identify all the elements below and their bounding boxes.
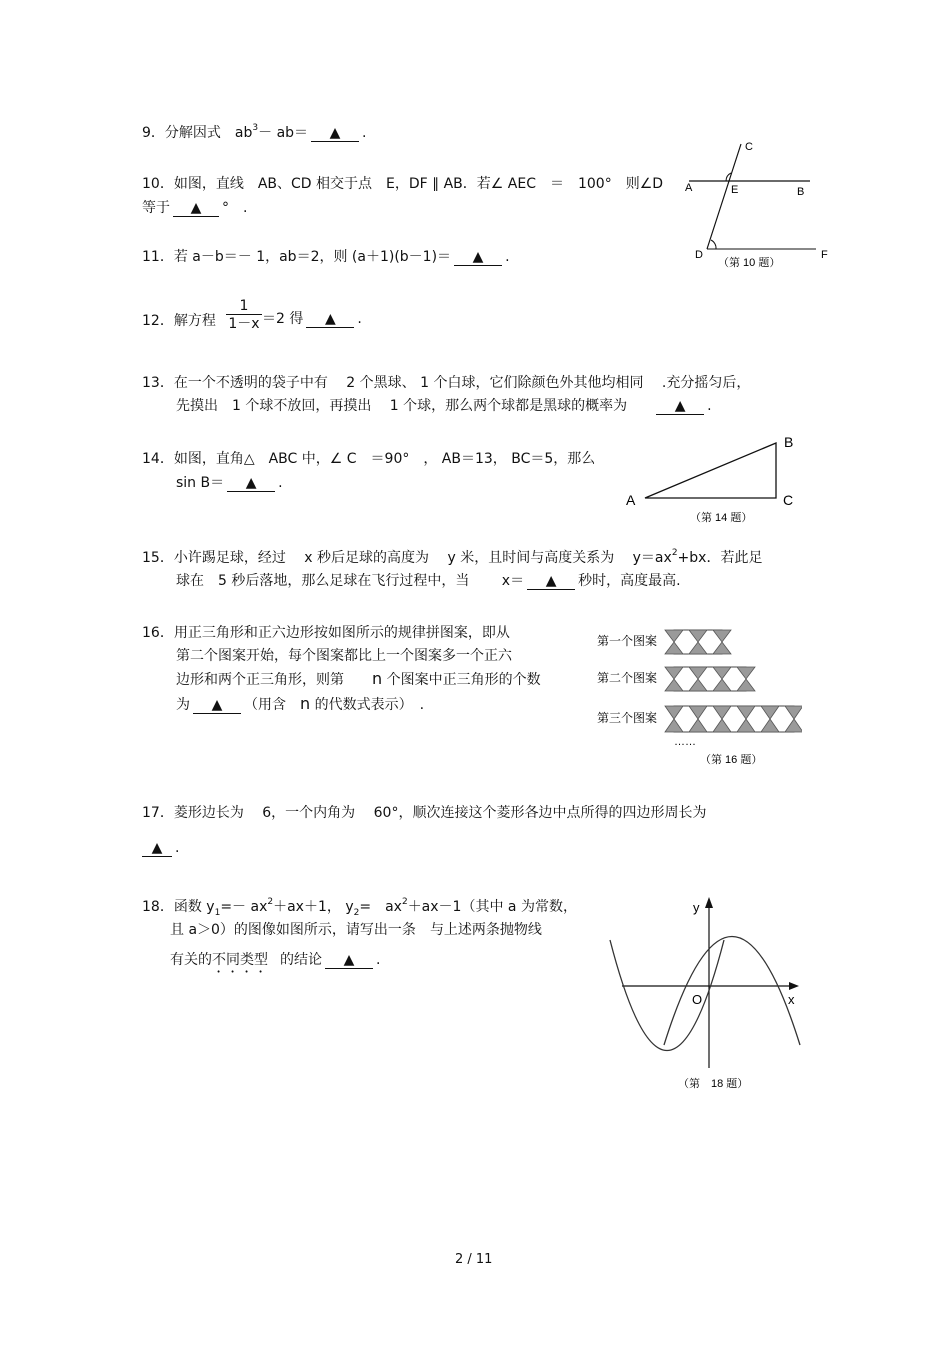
question-10-line2 — [142, 197, 247, 217]
answer-blank[interactable] — [193, 697, 241, 714]
question-text: ＝2 得 — [262, 311, 304, 327]
question-number: 16． — [142, 625, 174, 641]
punctuation: . — [357, 311, 362, 327]
label-c: C — [783, 492, 794, 508]
question-text: 边形和两个正三角形，则第 — [176, 672, 344, 688]
angle-mark — [711, 240, 716, 249]
question-text: 菱形边长为 6，一个内角为 60°，顺次连接这个菱形各边中点所得的四边形周长为 — [173, 805, 707, 821]
pattern-3 — [665, 706, 802, 732]
figure-18 — [600, 888, 810, 1093]
triangle-icon: ▲ — [674, 398, 686, 414]
question-text: 小许踢足球，经过 x 秒后足球的高度为 y 米，且时间与高度关系为 y＝ax — [173, 550, 672, 566]
question-text: 与上述两条抛物线 — [429, 922, 542, 938]
question-number: 18． — [142, 899, 174, 915]
question-text: sin B＝ — [176, 475, 225, 491]
pattern-label-3: 第三个图案 — [597, 711, 658, 725]
question-11 — [142, 246, 510, 266]
triangle-icon: ▲ — [545, 573, 557, 589]
question-text: 如图，直角△ ABC 中，∠ C ＝90° ， AB＝13， BC＝5，那么 — [173, 451, 596, 467]
question-17-answer — [142, 840, 179, 857]
question-number: 17． — [142, 805, 174, 821]
question-16-line3 — [176, 669, 541, 689]
question-number: 9． — [142, 125, 165, 141]
question-text: 个图案中正三角形的个数 — [382, 672, 541, 688]
triangle-icon: ▲ — [472, 249, 484, 265]
question-text: ＋ax－1（其中 a 为常数， — [407, 899, 577, 915]
triangle-icon: ▲ — [211, 697, 223, 713]
exponent: 2 — [401, 897, 408, 907]
question-text: 秒时，高度最高. — [578, 573, 681, 589]
label-a: A — [626, 492, 636, 508]
subscript: 1 — [214, 907, 221, 918]
fraction — [226, 298, 262, 333]
exponent: 2 — [671, 548, 678, 558]
question-text: 先摸出 1 个球不放回，再摸出 1 个球，那么两个球都是黑球的概率为 — [176, 398, 628, 414]
triangle-icon: ▲ — [190, 200, 202, 216]
emphasized-text: 不同类型 — [212, 952, 268, 968]
label-d: D — [695, 249, 703, 261]
question-text: 用正三角形和正六边形按如图所示的规律拼图案，即从 — [173, 625, 510, 641]
figure-10 — [680, 135, 830, 275]
question-text: 解方程 — [173, 313, 216, 329]
answer-blank[interactable] — [142, 840, 172, 857]
question-12-rest — [262, 308, 362, 328]
question-16-line4 — [176, 694, 424, 714]
parabola-y1 — [664, 937, 800, 1046]
question-text: ° . — [222, 200, 248, 216]
label-c: C — [745, 141, 753, 153]
answer-blank[interactable] — [527, 573, 575, 590]
question-text: 函数 y — [173, 899, 215, 915]
question-18-line2 — [170, 919, 542, 946]
question-text: +bx．若此足 — [677, 550, 763, 566]
triangle-icon: ▲ — [329, 125, 341, 141]
question-14-line2 — [176, 472, 283, 492]
question-text: = ax — [359, 899, 402, 915]
figure-caption: （第 18 题） — [678, 1078, 749, 1090]
question-16-line2 — [176, 645, 512, 665]
emphasis-dots — [416, 922, 430, 938]
denominator: 1－x — [228, 316, 260, 332]
pattern-1 — [665, 630, 731, 654]
variable-n: n — [300, 694, 311, 713]
punctuation: . — [505, 249, 510, 265]
answer-blank[interactable] — [173, 200, 219, 217]
question-number: 10． — [142, 176, 174, 192]
exponent: 3 — [252, 123, 259, 133]
question-15-line1 — [142, 547, 762, 567]
question-13-line1 — [142, 372, 750, 392]
question-15-line2 — [176, 570, 681, 590]
question-text: － ab＝ — [258, 125, 309, 141]
answer-blank[interactable] — [306, 311, 354, 328]
question-number: 15． — [142, 550, 174, 566]
punctuation: . — [707, 398, 712, 414]
pattern-frame — [674, 667, 746, 691]
question-text: （用含 — [244, 697, 286, 713]
question-text: 若 a－b＝－ 1，ab＝2，则 (a＋1)(b－1)＝ — [173, 249, 452, 265]
question-16-line1 — [142, 622, 510, 642]
question-9 — [142, 122, 367, 142]
question-text: 的结论 — [280, 952, 322, 968]
question-text: 如图，直线 AB、CD 相交于点 E，DF ∥ AB．若∠ AEC ＝ 100° 则∠D — [173, 176, 664, 192]
question-12 — [142, 310, 216, 330]
figure-14 — [620, 430, 800, 526]
figure-caption: （第 14 题） — [690, 512, 753, 524]
answer-blank[interactable] — [656, 398, 704, 415]
question-17 — [142, 802, 706, 822]
question-number: 12． — [142, 313, 174, 329]
figure-caption: （第 16 题） — [700, 754, 763, 766]
triangle-icon: ▲ — [151, 840, 163, 856]
ellipsis: …… — [674, 736, 696, 748]
label-b: B — [797, 186, 805, 198]
pattern-label-1: 第一个图案 — [597, 634, 658, 648]
question-text: 第二个图案开始，每个图案都比上一个图案多一个正六 — [176, 648, 512, 664]
label-a: A — [685, 182, 693, 194]
variable-n: n — [372, 669, 383, 688]
question-number: 13． — [142, 375, 174, 391]
punctuation: . — [376, 952, 381, 968]
numerator: 1 — [226, 298, 262, 315]
question-10-line1 — [142, 173, 663, 193]
question-text: =－ ax — [220, 899, 268, 915]
pattern-label-2: 第二个图案 — [597, 671, 658, 685]
question-text: 的代数式表示） . — [310, 697, 425, 713]
y-axis-arrow-icon — [705, 897, 713, 908]
triangle-icon: ▲ — [245, 475, 257, 491]
pattern-2 — [665, 667, 755, 691]
page-number: 2 / 11 — [455, 1252, 493, 1267]
label-x: x — [788, 992, 795, 1007]
answer-blank[interactable] — [325, 952, 373, 969]
question-text: 分解因式 ab — [164, 125, 253, 141]
question-18-line1 — [142, 896, 577, 918]
question-text: 在一个不透明的袋子中有 2 个黑球、 1 个白球，它们除颜色外其他均相同 .充分摇匀后， — [173, 375, 751, 391]
triangle-icon: ▲ — [343, 952, 355, 968]
question-text: 有关的 — [170, 952, 212, 968]
label-b: B — [784, 434, 794, 450]
question-text: 球在 5 秒后落地，那么足球在飞行过程中，当 x＝ — [176, 573, 525, 589]
question-text: 等于 — [142, 200, 170, 216]
question-18-line3 — [170, 949, 380, 976]
question-text: 为 — [176, 697, 190, 713]
x-axis-arrow-icon — [789, 982, 799, 990]
label-y: y — [693, 900, 700, 915]
answer-blank[interactable] — [454, 249, 502, 266]
question-13-line2 — [176, 395, 712, 415]
question-text: ＋ax＋1， y — [273, 899, 354, 915]
question-14-line1 — [142, 448, 595, 468]
label-e: E — [731, 184, 739, 196]
triangle-icon: ▲ — [324, 311, 336, 327]
subscript: 2 — [353, 907, 360, 918]
question-number: 14． — [142, 451, 174, 467]
punctuation: . — [175, 840, 180, 856]
exponent: 2 — [267, 897, 274, 907]
line-cd — [707, 144, 741, 249]
question-text: 且 a＞0）的图像如图所示，请写出一条 — [170, 922, 416, 938]
label-f: F — [821, 249, 828, 261]
punctuation: . — [278, 475, 283, 491]
punctuation: . — [362, 125, 367, 141]
question-number: 11． — [142, 249, 174, 265]
label-origin: O — [692, 992, 703, 1007]
answer-blank[interactable] — [311, 125, 359, 142]
triangle-abc — [645, 443, 776, 498]
answer-blank[interactable] — [227, 475, 275, 492]
figure-caption: （第 10 题） — [718, 257, 781, 269]
figure-16 — [592, 624, 802, 772]
